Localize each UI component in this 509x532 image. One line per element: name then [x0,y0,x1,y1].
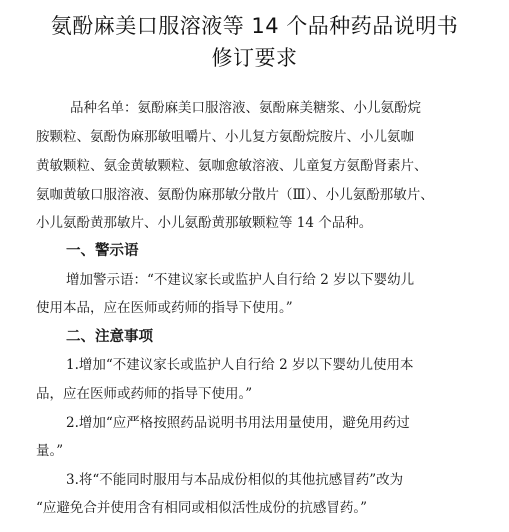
precaution-2-line-1: 2.增加“应严格按照药品说明书用法用量使用，避免用药过 [66,415,410,431]
variety-list-line-3: 黄敏颗粒、氨金黄敏颗粒、氨咖愈敏溶液、儿童复方氨酚肾素片、 [36,158,428,174]
variety-list-line-1: 品种名单：氨酚麻美口服溶液、氨酚麻美糖浆、小儿氨酚烷 [70,100,421,116]
precaution-3-line-1: 3.将“不能同时服用与本品成份相似的其他抗感冒药”改为 [66,472,404,488]
warning-text-line-2: 使用本品，应在医师或药师的指导下使用。” [36,300,293,316]
section-heading-precautions: 二、注意事项 [66,329,153,345]
variety-list-line-2: 胺颗粒、氨酚伪麻那敏咀嚼片、小儿复方氨酚烷胺片、小儿氨咖 [36,129,414,145]
document-title-line-1: 氨酚麻美口服溶液等 14 个品种药品说明书 [50,14,459,38]
precaution-1-line-1: 1.增加“不建议家长或监护人自行给 2 岁以下婴幼儿使用本 [66,357,414,373]
precaution-2-line-2: 量。” [36,443,64,459]
document-title-line-2: 修订要求 [211,46,298,70]
precaution-3-line-2: “应避免合并使用含有相同或相似活性成份的抗感冒药。” [36,500,368,516]
precaution-1-line-2: 品，应在医师或药师的指导下使用。” [36,386,253,402]
variety-list-line-5: 小儿氨酚黄那敏片、小儿氨酚黄那敏颗粒等 14 个品种。 [36,215,373,231]
warning-text-line-1: 增加警示语：“不建议家长或监护人自行给 2 岁以下婴幼儿 [66,272,415,288]
section-heading-warning: 一、警示语 [66,243,139,259]
variety-list-line-4: 氨咖黄敏口服溶液、氨酚伪麻那敏分散片（Ⅲ）、小儿氨酚那敏片、 [36,187,434,203]
